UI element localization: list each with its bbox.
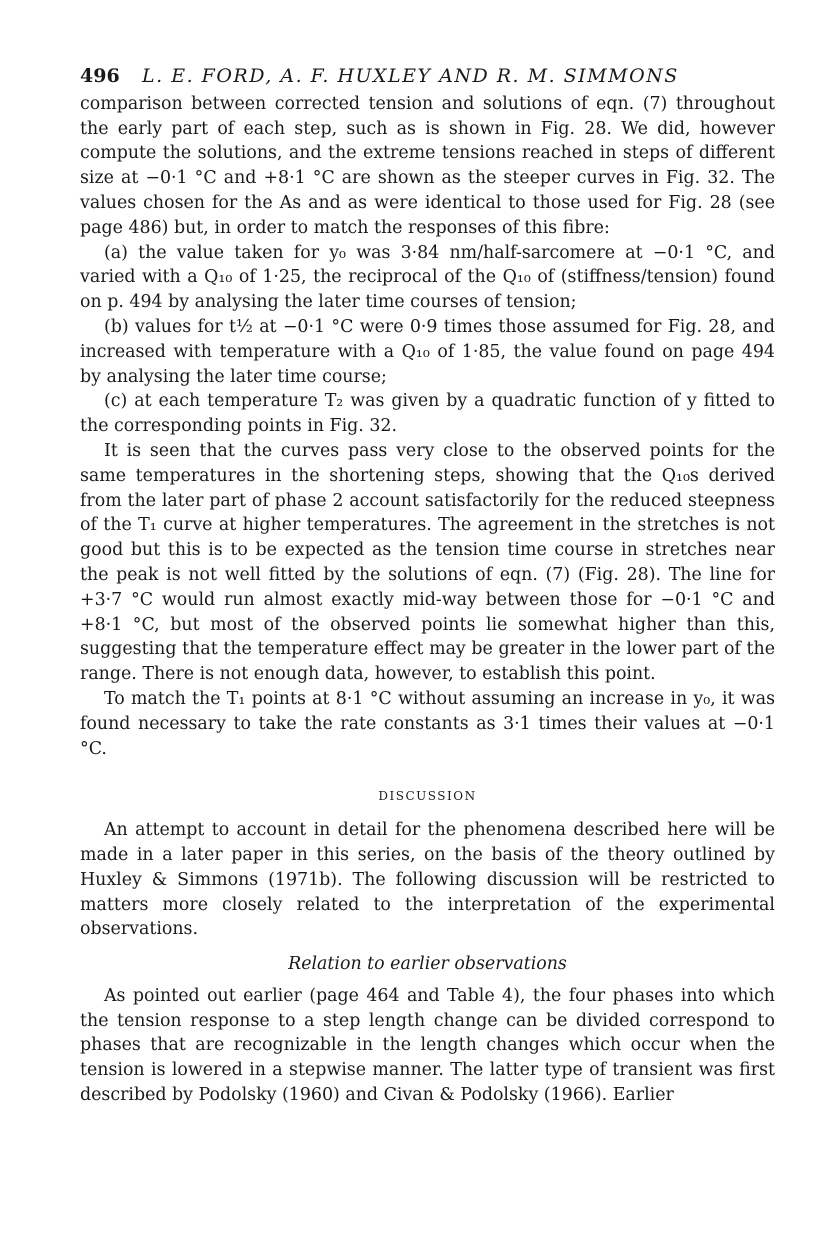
list-item-b: (b) values for t½ at −0·1 °C were 0·9 times those assumed for Fig. 28, and increased with temperature with a Q₁₀ of 1·85, the value found on page 494 by analysing the later time course;: [80, 316, 775, 387]
journal-page: [80, 64, 775, 1108]
page-number: 496: [80, 65, 120, 87]
running-header: [80, 64, 775, 89]
list-item-a: (a) the value taken for y₀ was 3·84 nm/half-sarcomere at −0·1 °C, and varied with a Q₁₀ of 1·25, the reciprocal of the Q₁₀ of (stiffness/tension) found on p. 494 by analysing the later time courses of tension;: [80, 242, 775, 313]
paragraph-rate-constants: To match the T₁ points at 8·1 °C without assuming an increase in y₀, it was found necessary to take the rate constants as 3·1 times their values at −0·1 °C.: [80, 688, 775, 759]
list-item-c: (c) at each temperature T₂ was given by a quadratic function of y fitted to the corresponding points in Fig. 32.: [80, 391, 775, 437]
paragraph-curves: It is seen that the curves pass very close to the observed points for the same temperatures in the shortening steps, showing that the Q₁₀s derived from the later part of phase 2 account satisfactorily for the reduced steepness of the T₁ curve at higher temperatures. The agreement in the stretches is not good but this is to be expected as the tension time course in stretches near the peak is not well fitted by the solutions of eqn. (7) (Fig. 28). The line for +3·7 °C would run almost exactly mid-way between those for −0·1 °C and +8·1 °C, but most of the observed points lie somewhat higher than this, suggesting that the temperature effect may be greater in the lower part of the range. There is not enough data, however, to establish this point.: [80, 440, 775, 685]
paragraph-earlier-observations: As pointed out earlier (page 464 and Table 4), the four phases into which the tension response to a step length change can be divided correspond to phases that are recognizable in the length changes which occur when the tension is lowered in a stepwise manner. The latter type of transient was first described by Podolsky (1960) and Civan & Podolsky (1966). Earlier: [80, 985, 775, 1106]
running-head-authors: L. E. FORD, A. F. HUXLEY AND R. M. SIMMONS: [142, 65, 679, 87]
section-heading-discussion: DISCUSSION: [378, 789, 477, 804]
paragraph-discussion-intro: An attempt to account in detail for the phenomena described here will be made in a later paper in this series, on the basis of the theory outlined by Huxley & Simmons (1971b). The following discussion will be restricted to matters more closely related to the interpretation of the experimental observations.: [80, 820, 775, 940]
subsection-heading: Relation to earlier observations: [288, 954, 567, 975]
paragraph-comparison: comparison between corrected tension and solutions of eqn. (7) throughout the early part of each step, such as is shown in Fig. 28. We did, however compute the solutions, and the extreme tensions reached in steps of different size at −0·1 °C and +8·1 °C are shown as the steeper curves in Fig. 32. The values chosen for the As and as were identical to those used for Fig. 28 (see page 486) but, in order to match the responses of this fibre:: [80, 93, 775, 238]
